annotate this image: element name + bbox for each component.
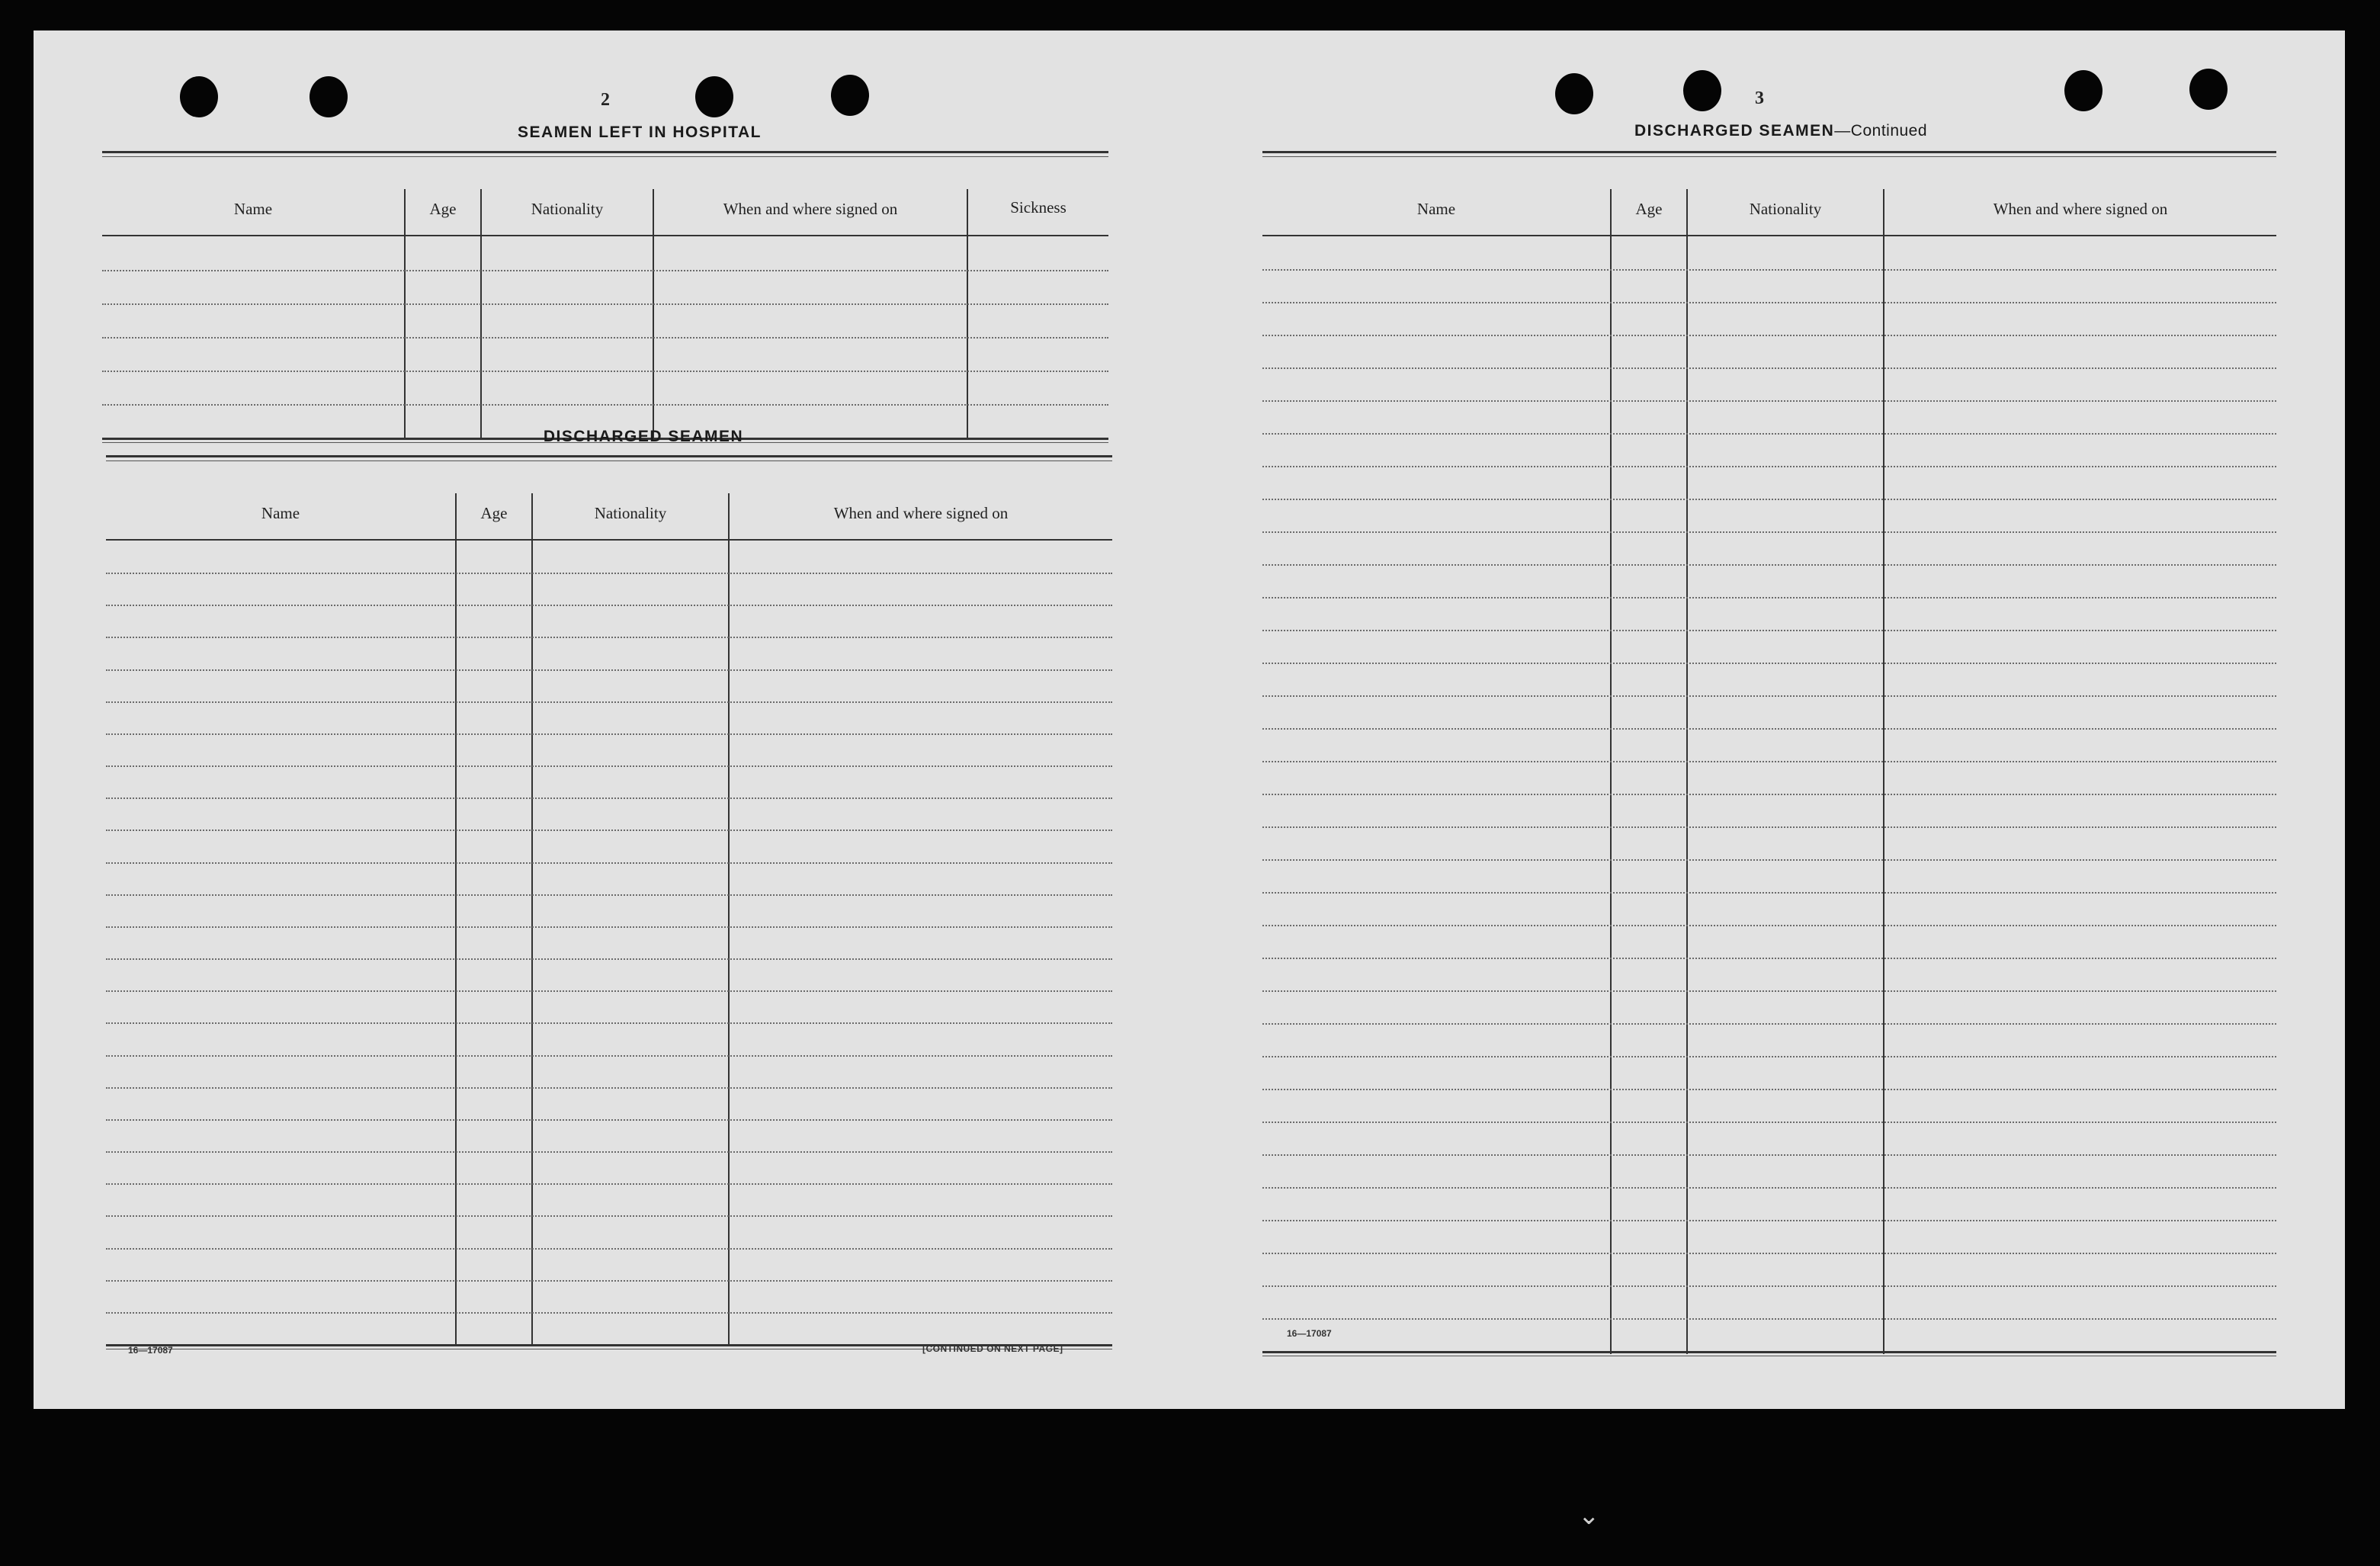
column-divider: [404, 189, 406, 438]
page-number-left: 2: [601, 90, 610, 110]
table-row: [1262, 1253, 2276, 1254]
column-divider: [1883, 189, 1884, 1354]
column-divider: [967, 189, 968, 438]
punch-hole: [1683, 70, 1721, 111]
column-divider: [653, 189, 654, 438]
table-row: [1262, 531, 2276, 533]
table-row: [1262, 1285, 2276, 1287]
hospital-section-title: SEAMEN LEFT IN HOSPITAL: [518, 124, 762, 141]
table-row: [1262, 400, 2276, 402]
table-row: [1262, 1023, 2276, 1025]
table-row: [106, 958, 1112, 960]
column-header-nationality: Nationality: [594, 504, 667, 522]
table-row: [106, 573, 1112, 574]
table-row: [106, 894, 1112, 896]
table-row: [106, 1312, 1112, 1314]
table-row: [106, 1248, 1112, 1250]
table-row: [1262, 663, 2276, 664]
table-top-rule: [106, 460, 1112, 461]
table-top-rule: [102, 151, 1108, 153]
column-header-age: Age: [429, 200, 457, 218]
table-row: [106, 1280, 1112, 1282]
header-rule: [106, 539, 1112, 541]
column-divider: [728, 493, 730, 1346]
table-row: [1262, 925, 2276, 926]
punch-hole: [180, 76, 218, 117]
column-header-nationality: Nationality: [1749, 200, 1822, 218]
table-row: [106, 862, 1112, 864]
table-row: [106, 990, 1112, 992]
table-row: [102, 404, 1108, 406]
table-row: [106, 1183, 1112, 1185]
punch-hole: [695, 76, 733, 117]
table-top-rule: [102, 156, 1108, 157]
table-row: [106, 1055, 1112, 1057]
column-header-age: Age: [480, 504, 508, 522]
column-header-signed-on: When and where signed on: [833, 504, 1009, 522]
table-top-rule: [106, 455, 1112, 457]
table-row: [102, 371, 1108, 372]
table-row: [106, 701, 1112, 703]
table-row: [1262, 826, 2276, 828]
column-divider: [480, 189, 482, 438]
column-header-name: Name: [1416, 200, 1456, 218]
manifest-sheet: [34, 30, 2345, 1409]
table-row: [1262, 1220, 2276, 1221]
table-bottom-rule: [1262, 1351, 2276, 1353]
table-row: [1262, 794, 2276, 795]
table-row: [1262, 367, 2276, 369]
table-row: [1262, 990, 2276, 992]
table-row: [106, 1151, 1112, 1153]
section-title-suffix: —Continued: [1834, 122, 1928, 140]
table-row: [1262, 335, 2276, 336]
table-row: [1262, 892, 2276, 894]
punch-hole: [831, 75, 869, 116]
table-row: [1262, 1122, 2276, 1123]
table-row: [1262, 859, 2276, 861]
table-row: [1262, 564, 2276, 566]
table-row: [1262, 695, 2276, 697]
table-row: [106, 669, 1112, 671]
table-row: [106, 1022, 1112, 1024]
column-header-nationality: Nationality: [531, 200, 604, 218]
table-row: [1262, 302, 2276, 303]
table-row: [1262, 728, 2276, 730]
table-row: [1262, 466, 2276, 467]
column-divider: [1610, 189, 1612, 1354]
page-number-right: 3: [1755, 88, 1764, 108]
table-row: [1262, 1089, 2276, 1090]
table-row: [1262, 1318, 2276, 1320]
table-row: [1262, 433, 2276, 435]
punch-hole: [2064, 70, 2103, 111]
column-divider: [531, 493, 533, 1346]
table-row: [1262, 269, 2276, 271]
column-header-name: Name: [261, 504, 300, 522]
table-row: [1262, 958, 2276, 959]
table-row: [106, 637, 1112, 638]
table-row: [106, 1119, 1112, 1121]
table-row: [106, 1087, 1112, 1089]
table-top-rule: [1262, 156, 2276, 157]
discharged-table: [106, 455, 1112, 1362]
table-row: [106, 926, 1112, 928]
column-header-signed-on: When and where signed on: [723, 200, 898, 218]
column-header-signed-on: When and where signed on: [1993, 200, 2168, 218]
discharged-continued-title: [1262, 122, 2299, 140]
section-title-text: DISCHARGED SEAMEN: [1634, 122, 1835, 140]
discharged-section-title: DISCHARGED SEAMEN: [543, 428, 744, 445]
continued-note: [CONTINUED ON NEXT PAGE]: [922, 1343, 1063, 1354]
scan-mark: ⌄: [1578, 1500, 1600, 1531]
punch-hole: [1555, 73, 1593, 114]
table-row: [102, 337, 1108, 339]
column-divider: [1686, 189, 1688, 1354]
table-row: [106, 1215, 1112, 1217]
table-row: [102, 270, 1108, 271]
header-rule: [1262, 235, 2276, 236]
table-row: [1262, 1187, 2276, 1189]
header-rule: [102, 235, 1108, 236]
form-number-right: 16—17087: [1287, 1328, 1332, 1339]
discharged-continued-table: [1262, 151, 2276, 1356]
table-row: [1262, 1154, 2276, 1156]
table-row: [1262, 1056, 2276, 1057]
table-row: [102, 303, 1108, 305]
table-row: [1262, 597, 2276, 598]
table-row: [1262, 761, 2276, 762]
form-number-left: 16—17087: [128, 1345, 173, 1356]
table-row: [1262, 630, 2276, 631]
table-row: [106, 797, 1112, 799]
column-header-age: Age: [1635, 200, 1663, 218]
table-row: [106, 830, 1112, 831]
punch-hole: [2189, 69, 2228, 110]
column-header-name: Name: [233, 200, 273, 218]
hospital-table: [102, 151, 1108, 448]
column-header-sickness: Sickness: [1010, 198, 1067, 217]
table-top-rule: [1262, 151, 2276, 153]
table-row: [106, 605, 1112, 606]
table-row: [106, 733, 1112, 735]
punch-hole: [310, 76, 348, 117]
table-row: [106, 765, 1112, 767]
table-row: [1262, 499, 2276, 500]
column-divider: [455, 493, 457, 1346]
